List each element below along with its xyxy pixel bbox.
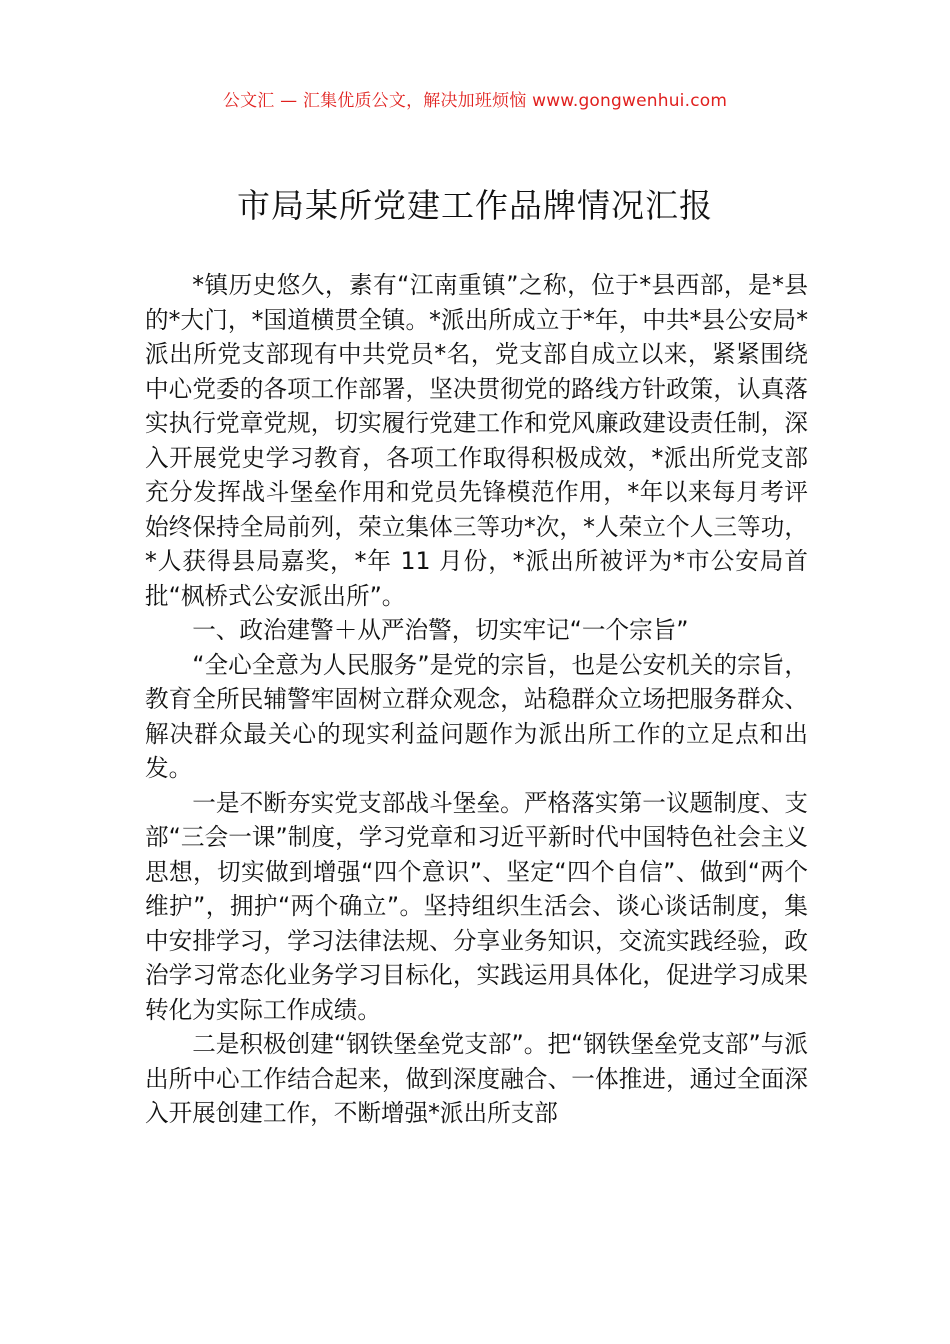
site-banner: 公文汇 — 汇集优质公文，解决加班烦恼 www.gongwenhui.com [222,91,728,111]
intro-paragraph: *镇历史悠久，素有“江南重镇”之称，位于*县西部，是*县的*大门，*国道横贯全镇。*派出所成立于*年，中共*县公安局*派出所党支部现有中共党员*名，党支部自成立以来，紧紧围绕中心党委的各项工作部署，坚决贯彻党的路线方针政策，认真落实执行党章党规，切实履行党建工作和党风廉政建设责任制，深入开展党史学习教育，各项工作取得积极成效，*派出所党支部充分发挥战斗堡垒作用和党员先锋模范作用，*年以来每月考评始终保持全局前列，荣立集体三等功*次，*人荣立个人三等功，*人获得县局嘉奖，*年 11 月份，*派出所被评为*市公安局首批“枫桥式公安派出所”。 [145,271,808,610]
document-body [145,268,808,1131]
section-paragraph: “全心全意为人民服务”是党的宗旨，也是公安机关的宗旨，教育全所民辅警牢固树立群众观念，站稳群众立场把服务群众、解决群众最关心的现实利益问题作为派出所工作的立足点和出发。 [145,650,808,782]
section-heading: 一、政治建警＋从严治警，切实牢记“一个宗旨” [192,616,689,644]
point-one-paragraph: 一是不断夯实党支部战斗堡垒。严格落实第一议题制度、支部“三会一课”制度，学习党章和习近平新时代中国特色社会主义思想，切实做到增强“四个意识”、坚定“四个自信”、做到“两个维护”，拥护“两个确立”。坚持组织生活会、谈心谈话制度，集中安排学习，学习法律法规、分享业务知识，交流实践经验，政治学习常态化业务学习目标化，实践运用具体化，促进学习成果转化为实际工作成绩。 [145,788,808,1024]
document-title: 市局某所党建工作品牌情况汇报 [237,186,713,225]
point-two-paragraph: 二是积极创建“钢铁堡垒党支部”。把“钢铁堡垒党支部”与派出所中心工作结合起来，做到深度融合、一体推进，通过全面深入开展创建工作，不断增强*派出所支部 [145,1030,808,1127]
